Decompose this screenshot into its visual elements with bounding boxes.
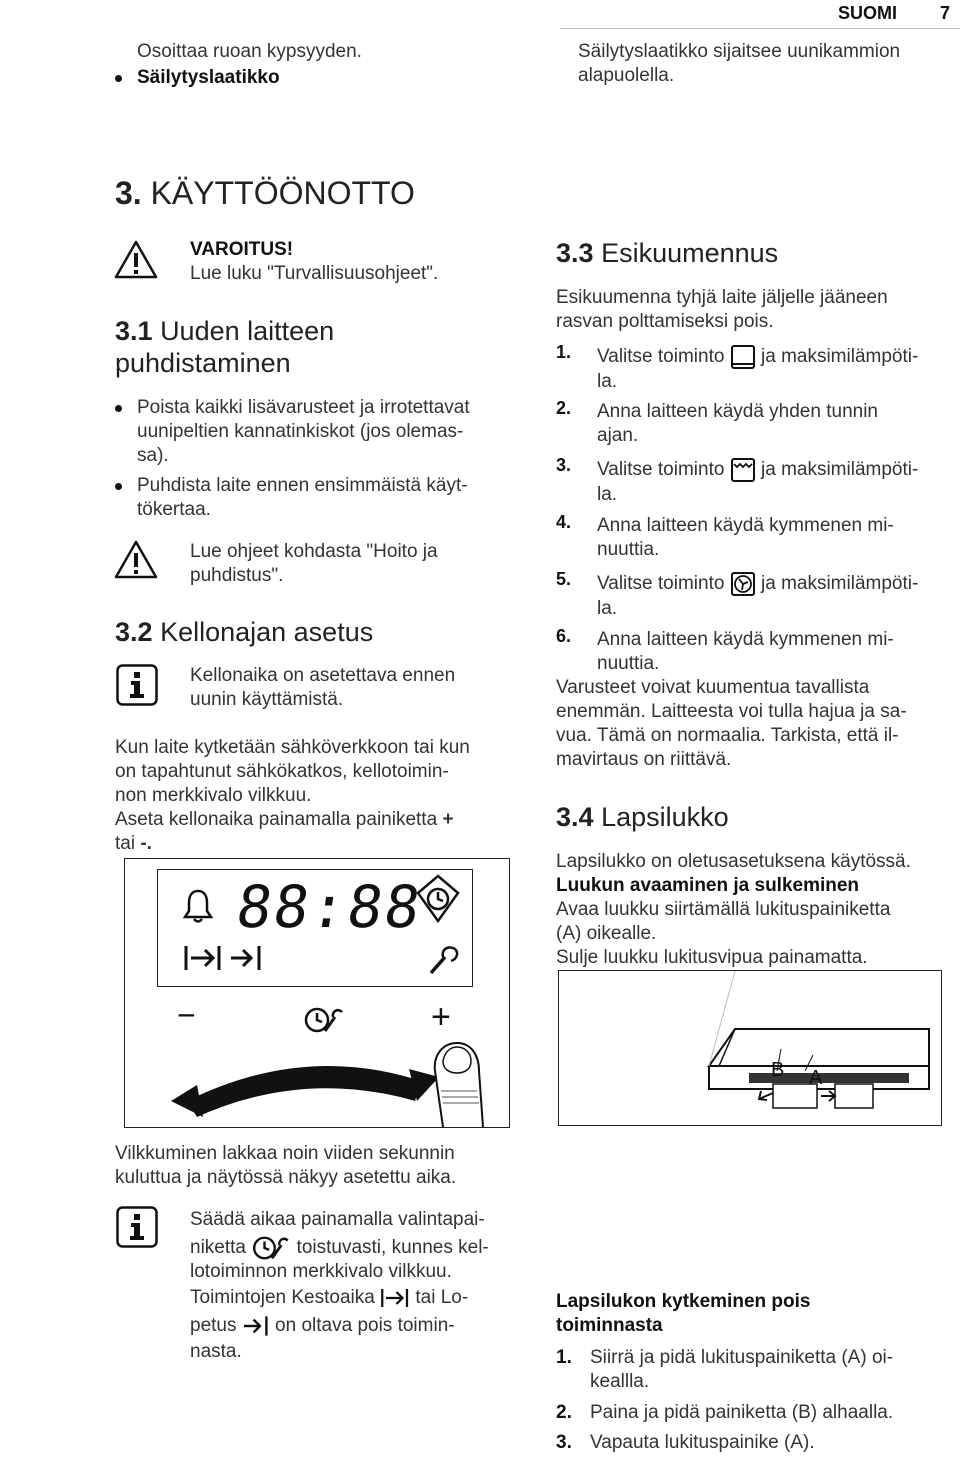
duration-icon xyxy=(183,943,223,973)
step-line xyxy=(597,457,918,483)
step-text: ja maksimilämpöti- xyxy=(761,459,919,481)
step-number: 2. xyxy=(556,398,572,418)
s33-heading xyxy=(556,237,778,269)
duration-icon xyxy=(380,1286,410,1310)
bell-icon xyxy=(181,887,215,925)
header-rule xyxy=(560,28,960,29)
step-text: Valitse toiminto xyxy=(597,346,725,368)
bullet-text: Säilytyslaatikko xyxy=(137,67,280,88)
bullet-line: tökertaa. xyxy=(137,499,211,520)
end-time-icon xyxy=(242,1314,270,1338)
bullet-line: Poista kaikki lisävarusteet ja irrotettavat xyxy=(137,397,470,418)
s33-title: Esikuumennus xyxy=(601,238,779,268)
grill-icon xyxy=(730,457,756,483)
step-line: Anna laitteen käydä yhden tunnin xyxy=(597,401,878,422)
top-right-line1: Säilytyslaatikko sijaitsee uunikammion xyxy=(578,41,901,62)
s32-para-line xyxy=(115,832,152,856)
info-line: nasta. xyxy=(190,1341,242,1362)
section-heading xyxy=(115,174,415,212)
info-line xyxy=(190,1234,489,1262)
s33-step-1 xyxy=(556,342,960,394)
bullet-line: sa). xyxy=(137,445,169,466)
step-line: la. xyxy=(597,371,618,392)
s33-step-6 xyxy=(556,626,960,678)
curved-arrow-icon xyxy=(169,1049,459,1121)
warning-text: Lue luku "Turvallisuusohjeet". xyxy=(190,263,439,284)
s32-info-line1: Kellonaika on asetettava ennen xyxy=(190,665,456,686)
step-line xyxy=(597,344,918,370)
label-b: B xyxy=(771,1059,785,1081)
step-line: la. xyxy=(597,598,618,619)
s34-subheading2-line2: toiminnasta xyxy=(556,1315,663,1336)
meat-probe-icon xyxy=(425,943,461,977)
s34-heading xyxy=(556,801,729,833)
page-header xyxy=(0,0,960,30)
door-lock-figure xyxy=(558,970,942,1126)
s32-title: Kellonajan asetus xyxy=(160,617,374,647)
s34-intro: Lapsilukko on oletusasetuksena käytössä. xyxy=(556,851,911,872)
step-text: Valitse toiminto xyxy=(597,459,725,481)
step-number: 2. xyxy=(556,1402,572,1423)
s34-title: Lapsilukko xyxy=(601,802,729,832)
info-line xyxy=(190,1314,455,1338)
bullet-line: uunipeltien kannatinkiskot (jos olemas- xyxy=(137,421,464,442)
warning-icon xyxy=(114,540,158,580)
clock-display: 88:88 xyxy=(232,873,427,941)
clock-button-icon xyxy=(251,1234,291,1262)
info-line: lotoiminnon merkkivalo vilkkuu. xyxy=(190,1261,452,1282)
s33-step-5 xyxy=(556,569,960,621)
end-time-icon xyxy=(229,943,263,973)
s33-number: 3.3 xyxy=(556,238,594,268)
clock-button-icon[interactable] xyxy=(303,1005,345,1035)
s32-para-line: on tapahtunut sähkökatkos, kellotoimin- xyxy=(115,761,449,782)
step-number: 4. xyxy=(556,512,572,532)
bullet-dot xyxy=(115,483,122,490)
s32-info-line2: uunin käyttämistä. xyxy=(190,689,344,710)
info-text: toistuvasti, kunnes kel- xyxy=(296,1237,489,1259)
top-left-bullet xyxy=(115,66,515,90)
s33-intro-line: Esikuumenna tyhjä laite jäljelle jääneen xyxy=(556,287,888,308)
bullet-line: Puhdista laite ennen ensimmäistä käyt- xyxy=(137,475,468,496)
bullet-dot xyxy=(115,75,122,82)
step-number: 3. xyxy=(556,1432,572,1453)
step-line: la. xyxy=(597,484,618,505)
info-text: tai Lo- xyxy=(415,1287,469,1309)
finger-icon xyxy=(421,1031,511,1127)
info-line: Säädä aikaa painamalla valintapai- xyxy=(190,1209,485,1230)
info-icon xyxy=(116,1206,158,1248)
s34-line: Avaa luukku siirtämällä lukituspainiketta xyxy=(556,899,891,920)
s34-step-3 xyxy=(556,1431,960,1457)
control-panel-figure xyxy=(124,858,510,1128)
s33-outro-line: vua. Tämä on normaalia. Tarkista, että il- xyxy=(556,725,899,746)
s34-number: 3.4 xyxy=(556,802,594,832)
warning-title: VAROITUS! xyxy=(190,239,294,260)
s34-line: Sulje luukku lukitusvipua painamatta. xyxy=(556,947,868,968)
s33-outro-line: Varusteet voivat kuumentua tavallista xyxy=(556,677,870,698)
step-number: 1. xyxy=(556,1347,572,1368)
step-line xyxy=(597,571,918,597)
step-line: Siirrä ja pidä lukituspainiketta (A) oi- xyxy=(590,1347,894,1368)
warning-icon xyxy=(114,240,158,280)
header-language: SUOMI xyxy=(838,3,898,23)
s32-para-line: Kun laite kytketään sähköverkkoon tai kun xyxy=(115,737,470,758)
s32-para-text: Aseta kellonaika painamalla painiketta xyxy=(115,809,438,830)
info-text: on oltava pois toimin- xyxy=(275,1315,455,1337)
info-text: niketta xyxy=(190,1237,246,1259)
s32-para-text: tai xyxy=(115,833,136,854)
info-icon xyxy=(116,664,158,706)
s32-heading xyxy=(115,616,373,648)
s32-para-line xyxy=(115,808,454,832)
section-number: 3. xyxy=(115,175,142,211)
s31-number: 3.1 xyxy=(115,316,153,346)
s33-step-4 xyxy=(556,512,960,564)
info-text: petus xyxy=(190,1315,237,1337)
s34-subheading: Luukun avaaminen ja sulkeminen xyxy=(556,875,860,896)
s34-line: (A) oikealle. xyxy=(556,923,657,944)
label-a: A xyxy=(809,1067,823,1089)
after-fig-line2: kuluttua ja näytössä näkyy asetettu aika. xyxy=(115,1167,457,1188)
s31-title-line2: puhdistaminen xyxy=(115,348,291,378)
step-line: keallla. xyxy=(590,1371,650,1392)
s33-step-2 xyxy=(556,398,960,450)
step-number: 6. xyxy=(556,626,572,646)
step-line: ajan. xyxy=(597,425,639,446)
step-line: Anna laitteen käydä kymmenen mi- xyxy=(597,629,894,650)
s34-subheading2-line1: Lapsilukon kytkeminen pois xyxy=(556,1291,811,1312)
step-number: 1. xyxy=(556,342,572,362)
info-text: Toimintojen Kestoaika xyxy=(190,1287,375,1309)
minus-symbol: -. xyxy=(140,833,152,854)
plus-button[interactable]: + xyxy=(431,998,451,1036)
section-title: KÄYTTÖÖNOTTO xyxy=(150,175,415,211)
minus-button[interactable]: − xyxy=(177,997,196,1033)
bullet-dot xyxy=(115,405,122,412)
header-page-number: 7 xyxy=(940,3,951,23)
step-text: ja maksimilämpöti- xyxy=(761,573,919,595)
s32-para-line: non merkkivalo vilkkuu. xyxy=(115,785,312,806)
clock-function-icon xyxy=(415,873,461,925)
s31-bullet-1 xyxy=(115,396,535,468)
step-line: nuuttia. xyxy=(597,539,660,560)
s34-step-2 xyxy=(556,1401,960,1427)
s33-intro-line: rasvan polttamiseksi pois. xyxy=(556,311,774,332)
step-number: 5. xyxy=(556,569,572,589)
door-lock-illustration xyxy=(559,971,941,1125)
s31-warning-line1: Lue ohjeet kohdasta "Hoito ja xyxy=(190,541,438,562)
s31-heading xyxy=(115,315,334,347)
top-right-line2: alapuolella. xyxy=(578,65,675,86)
top-bottom-heat-icon xyxy=(730,344,756,370)
s31-bullet-2 xyxy=(115,474,535,522)
info-line xyxy=(190,1286,468,1310)
step-number: 3. xyxy=(556,455,572,475)
step-line: nuuttia. xyxy=(597,653,660,674)
after-fig-line1: Vilkkuminen lakkaa noin viiden sekunnin xyxy=(115,1143,455,1164)
top-left-line: Osoittaa ruoan kypsyyden. xyxy=(137,41,362,62)
step-line: Vapauta lukituspainike (A). xyxy=(590,1432,815,1453)
s34-step-1 xyxy=(556,1346,960,1396)
s31-title-line1: Uuden laitteen xyxy=(160,316,335,346)
step-line: Paina ja pidä painiketta (B) alhaalla. xyxy=(590,1402,894,1423)
s31-warning-line2: puhdistus". xyxy=(190,565,284,586)
s33-step-3 xyxy=(556,455,960,507)
s32-number: 3.2 xyxy=(115,617,153,647)
s33-outro-line: mavirtaus on riittävä. xyxy=(556,749,732,770)
step-text: ja maksimilämpöti- xyxy=(761,346,919,368)
step-line: Anna laitteen käydä kymmenen mi- xyxy=(597,515,894,536)
step-text: Valitse toiminto xyxy=(597,573,725,595)
s33-outro-line: enemmän. Laitteesta voi tulla hajua ja sa- xyxy=(556,701,907,722)
fan-heat-icon xyxy=(730,571,756,597)
plus-symbol: + xyxy=(442,809,454,830)
